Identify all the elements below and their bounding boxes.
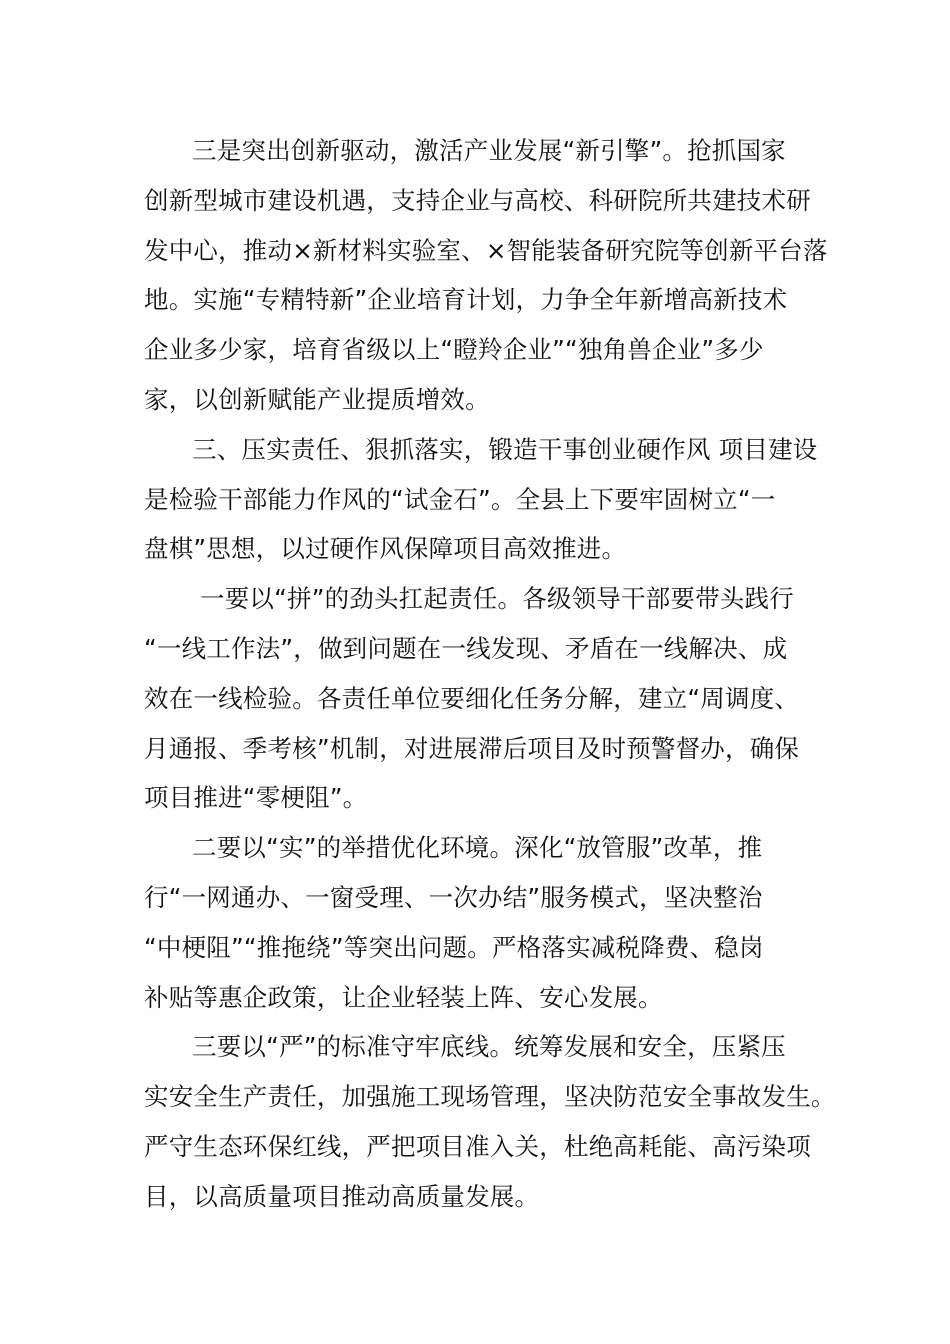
text-line: 创新型城市建设机遇，支持企业与高校、科研院所共建技术研	[144, 185, 811, 215]
text-line: 效在一线检验。各责任单位要细化任务分解，建立“周调度、	[144, 683, 800, 713]
paragraph-section-three-heading	[144, 425, 818, 574]
text-line: 家，以创新赋能产业提质增效。	[144, 384, 490, 414]
body-text	[144, 126, 836, 1222]
text-line: 月通报、季考核”机制，对进展滞后项目及时预警督办，确保	[144, 733, 800, 763]
text-line: 三、压实责任、狠抓落实，锻造干事创业硬作风 项目建设	[192, 434, 818, 464]
paragraph-responsibility	[144, 574, 812, 823]
text-line: 三是突出创新驱动，激活产业发展“新引擎”。抢抓国家	[192, 136, 786, 165]
text-line: 严守生态环保红线，严把项目准入关，杜绝高耗能、高污染项	[144, 1131, 811, 1161]
text-line: 一要以“拼”的劲头扛起责任。各级领导干部要带头践行	[200, 584, 794, 614]
paragraph-bottom-line	[144, 1022, 836, 1221]
text-line: “一线工作法”，做到问题在一线发现、矛盾在一线解决、成	[144, 633, 788, 663]
text-line: 盘棋”思想，以过硬作风保障项目高效推进。	[144, 534, 627, 564]
text-line: 补贴等惠企政策，让企业轻装上阵、安心发展。	[144, 982, 663, 1012]
text-line: “中梗阻”“推拖绕”等突出问题。严格落实减税降费、稳岗	[144, 932, 764, 962]
text-line: 实安全生产责任，加强施工现场管理，坚决防范安全事故发生。	[144, 1082, 836, 1112]
paragraph-environment	[144, 823, 812, 1022]
paragraph-innovation	[144, 126, 828, 425]
text-line: 地。实施“专精特新”企业培育计划，力争全年新增高新技术	[144, 285, 788, 315]
text-line: 二要以“实”的举措优化环境。深化“放管服”改革，推	[192, 833, 763, 863]
text-line: 项目推进“零梗阻”。	[144, 783, 368, 813]
text-line: 是检验干部能力作风的“试金石”。全县上下要牢固树立“一	[144, 484, 776, 514]
text-line: 目，以高质量项目推动高质量发展。	[144, 1181, 540, 1211]
text-line: 三要以“严”的标准守牢底线。统筹发展和安全，压紧压	[192, 1032, 786, 1062]
text-line: 发中心，推动×新材料实验室、×智能装备研究院等创新平台落	[144, 235, 828, 265]
text-line: 行“一网通办、一窗受理、一次办结”服务模式，坚决整治	[144, 882, 763, 912]
text-line: 企业多少家，培育省级以上“瞪羚企业”“独角兽企业”多少	[144, 335, 764, 365]
